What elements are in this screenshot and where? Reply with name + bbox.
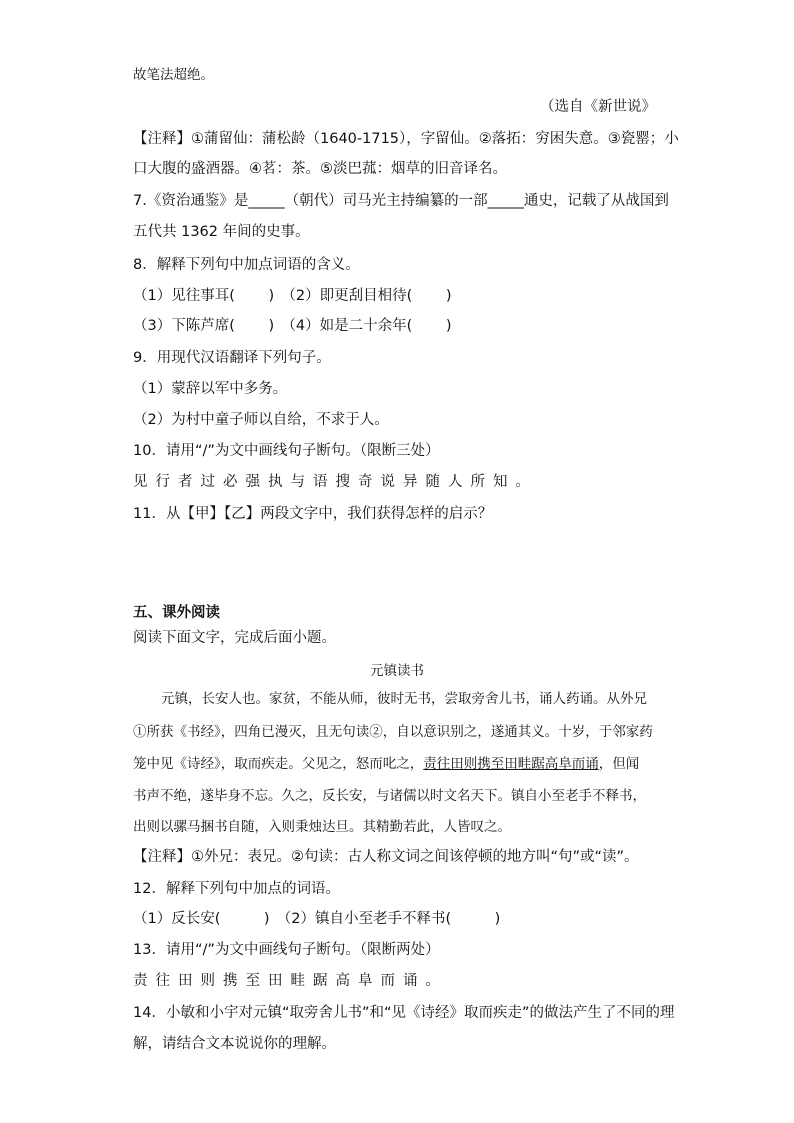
article-line-1: 元镇，长安人也。家贫，不能从师，彼时无书，尝取旁舍儿书，诵人药诵。从外兄 — [161, 691, 647, 707]
question-7-line-2: 五代共 1362 年间的史事。 — [133, 224, 310, 240]
question-12: 12．解释下列句中加点的词语。 — [133, 881, 340, 897]
article-title: 元镇读书 — [370, 663, 424, 679]
question-9-item-2: （2）为村中童子师以自给，不求于人。 — [133, 412, 389, 428]
reading-instruction: 阅读下面文字，完成后面小题。 — [133, 630, 336, 646]
question-12-items: （1）反长安( ) （2）镇自小至老手不释书( ) — [133, 911, 501, 927]
note-1-line-2: 口大腹的盛酒器。④茗：茶。⑤淡巴菰：烟草的旧音译名。 — [133, 161, 507, 177]
note-1-line-1 — [133, 129, 679, 149]
question-9: 9．用现代汉语翻译下列句子。 — [133, 350, 331, 366]
article-line-3-a: 笼中见《诗经》，取而疾走。父见之，怒而叱之， — [133, 756, 424, 772]
question-7-line-1: 7.《资治通鉴》是_____（朝代）司马光主持编纂的一部_____通史，记载了从战国到 — [133, 193, 669, 209]
question-9-item-1: （1）蒙辞以军中多务。 — [133, 381, 288, 397]
note-1-text-a: 【注释】①蒲留仙：蒲松龄（1640-1715），字留仙。②落拓：穷困失意。③瓷罂；小 — [133, 131, 679, 147]
source-note: （选自《新世说》 — [540, 99, 656, 115]
question-10: 10．请用“/”为文中画线句子断句。（限断三处） — [133, 443, 440, 459]
article-line-3-b: ，但闻 — [598, 756, 640, 772]
underlined-sentence: 责往田则携至田畦踞高阜而诵 — [423, 756, 599, 772]
question-13-text: 责往田则携至田畦踞高阜而诵。 — [133, 973, 448, 989]
question-8-items-a: （1）见往事耳( ) （2）即更刮目相待( ) — [133, 288, 452, 304]
question-8: 8．解释下列句中加点词语的含义。 — [133, 257, 360, 273]
question-10-text: 见行者过必强执与语搜奇说异随人所知。 — [133, 474, 538, 490]
passage-end: 故笔法超绝。 — [133, 67, 214, 83]
question-11: 11．从【甲】【乙】两段文字中，我们获得怎样的启示？ — [133, 506, 493, 522]
question-14-line-1: 14．小敏和小宇对元镇“取旁舍儿书”和“见《诗经》取而疾走”的做法产生了不同的理 — [133, 1005, 675, 1021]
article-line-5: 出则以骡马捆书自随，入则秉烛达旦。其精勤若此，人皆叹之。 — [133, 819, 511, 835]
question-13: 13．请用“/”为文中画线句子断句。（限断两处） — [133, 942, 440, 958]
section-5-heading: 五、课外阅读 — [133, 605, 220, 621]
article-line-4: 书声不绝，遂毕身不忘。久之，反长安，与诸儒以时文名天下。镇自小至老手不释书， — [133, 788, 646, 804]
question-14-line-2: 解，请结合文本说说你的理解。 — [133, 1036, 336, 1052]
article-line-3 — [133, 754, 639, 774]
article-line-2: ①所获《书经》，四角已漫灭，且无句读②，自以意识别之，遂通其义。十岁，于邻家药 — [133, 724, 653, 740]
note-2: 【注释】①外兄：表兄。②句读：古人称文词之间该停顿的地方叫“句”或“读”。 — [133, 849, 639, 865]
question-8-items-b: （3）下陈芦席( ) （4）如是二十余年( ) — [133, 318, 452, 334]
